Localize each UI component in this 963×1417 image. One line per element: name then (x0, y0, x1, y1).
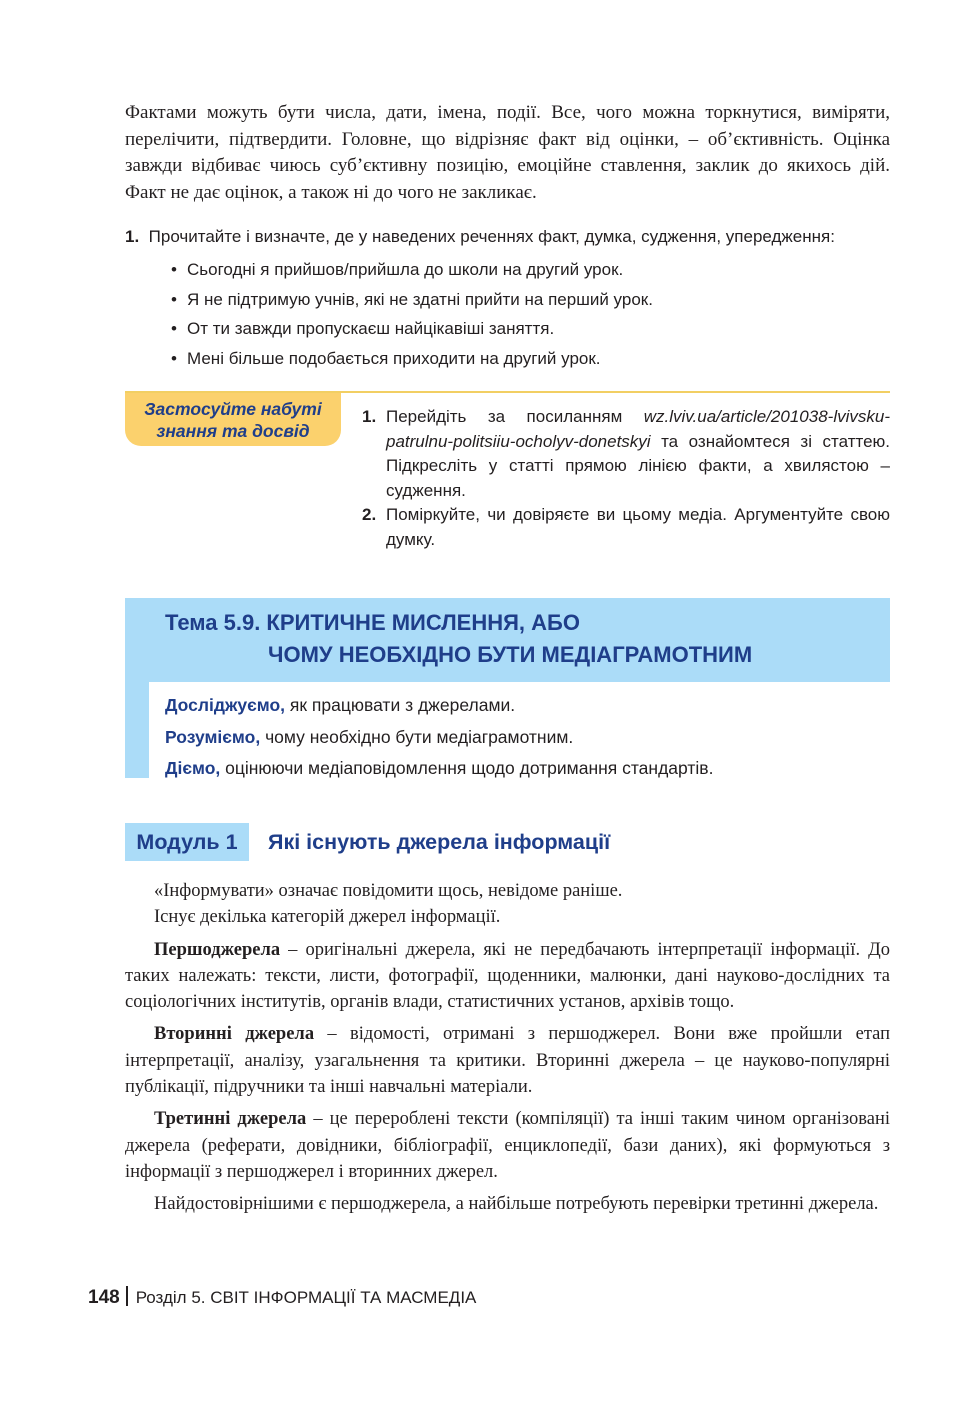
definition: – відомості, отримані з першоджерел. Вони вже пройшли етап інтерпретації, аналізу, узагальнення та критики. Вторинні джерела – це науково-популярні публікації, підручники та інші навчальні матеріали. (125, 1024, 891, 1098)
apply-item (362, 503, 890, 552)
term: Вторинні джерела (154, 1024, 315, 1045)
goal-label: Досліджуємо, (165, 695, 286, 715)
term: Третинні джерела (154, 1109, 307, 1130)
module-body (125, 878, 891, 1218)
apply-item-number: 1. (362, 407, 377, 426)
goal-item (165, 690, 713, 722)
topic-title-line2: ЧОМУ НЕОБХІДНО БУТИ МЕДІАГРАМОТНИМ (268, 642, 753, 667)
body-paragraph: Найдостовірнішими є першоджерела, а найбільше потребують перевірки третинні джерела. (154, 1194, 879, 1215)
apply-item-text: та ознайомтеся зі статтею. Підкресліть у статті прямою лінією факти, а хвилястою – судження. (386, 431, 890, 500)
footer-divider (126, 1286, 128, 1306)
topic-title (165, 607, 752, 671)
apply-badge-line1: Застосуйте набуті (144, 399, 322, 419)
apply-item (362, 405, 890, 503)
goal-text: оцінюючи медіаповідомлення щодо дотримання стандартів. (220, 758, 714, 778)
apply-item-text: Перейдіть за посиланням (386, 407, 644, 426)
task-list (125, 255, 895, 373)
body-line: Існує декілька категорій джерел інформації. (154, 907, 501, 928)
apply-item-text: Поміркуйте, чи довіряєте ви цьому медіа. Аргументуйте свою думку. (386, 505, 890, 549)
task-number: 1. (125, 227, 140, 246)
goal-item (165, 753, 713, 785)
apply-item-number: 2. (362, 505, 377, 524)
term: Першоджерела (154, 939, 281, 960)
apply-list (362, 405, 890, 552)
body-paragraph (125, 1021, 890, 1100)
module-badge: Модуль 1 (125, 823, 249, 861)
body-paragraph (125, 937, 890, 1016)
definition: – це перероблені тексти (компіляції) та інші таким чином організовані джерела (реферати, довідники, бібліографії, енциклопедії, бази даних), які формуються з інформації з першоджерел і вторинних джерел. (125, 1109, 890, 1182)
topic-side-bar (125, 682, 149, 778)
task-block (125, 226, 895, 373)
topic-goals (165, 690, 713, 785)
task-item: • Я не підтримую учнів, які не здатні прийти на перший урок. (187, 285, 895, 315)
goal-text: як працювати з джерелами. (285, 695, 516, 715)
apply-badge-line2: знання та досвід (156, 421, 310, 441)
page-number: 148 (88, 1287, 120, 1308)
intro-paragraph: Фактами можуть бути числа, дати, імена, події. Все, чого можна торкнутися, виміряти, перелічити, підтвердити. Головне, що відрізняє факт від оцінки, – об’єктивність. Оцінка завжди відбиває чиюсь суб’єктивну позицію, емоційне ставлення, заклик до якихось дій. Факт не дає оцінок, а також ні до чого не закликає. (125, 102, 890, 203)
body-paragraph (125, 1106, 890, 1185)
article-link[interactable]: wz.lviv.ua/article/201038-lvivsku-patrulnu-politsiiu-ocholyv-donetskyi (386, 407, 890, 451)
module-title: Які існують джерела інформації (268, 830, 611, 854)
task-question-text: Прочитайте і визначте, де у наведених реченнях факт, думка, судження, упередження: (148, 227, 835, 246)
goal-item (165, 722, 713, 754)
definition: – оригінальні джерела, які не передбачають інтерпретації інформації. До таких належать: тексти, листи, фотографії, щоденники, малюнки, дані науково-дослідних та соціологічних інститутів, органів влади, статистичних установ, архівів тощо. (125, 939, 890, 1013)
goal-label: Діємо, (165, 758, 221, 778)
task-question (125, 226, 895, 248)
body-line: «Інформувати» означає повідомити щось, невідоме раніше. (154, 881, 623, 901)
goal-label: Розуміємо, (165, 726, 261, 747)
goal-text: чому необхідно бути медіаграмотним. (260, 726, 574, 747)
topic-title-line1: Тема 5.9. КРИТИЧНЕ МИСЛЕННЯ, АБО (165, 610, 580, 635)
task-item: • Мені більше подобається приходити на другий урок. (187, 344, 895, 374)
task-item: • От ти завжди пропускаєш найцікавіші заняття. (187, 314, 895, 344)
apply-badge (125, 393, 341, 446)
task-item: • Сьогодні я прийшов/прийшла до школи на другий урок. (187, 255, 895, 285)
section-title: Розділ 5. СВІТ ІНФОРМАЦІЇ ТА МАСМЕДІА (135, 1288, 477, 1307)
page-footer (88, 1285, 476, 1311)
